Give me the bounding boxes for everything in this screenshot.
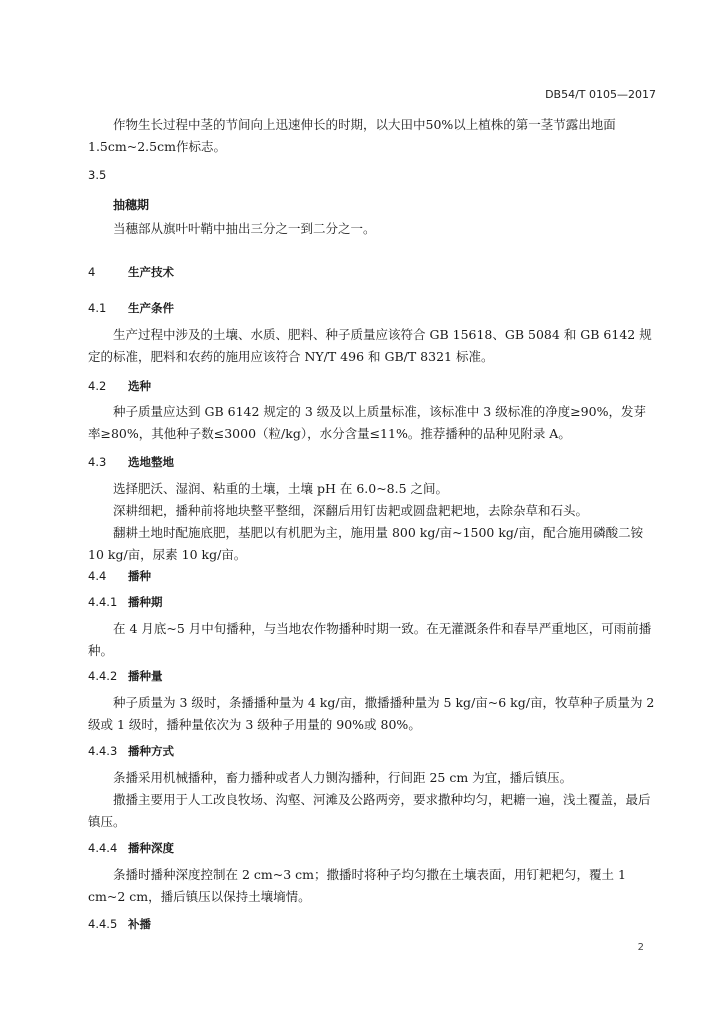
section-title: 播种深度: [128, 841, 174, 855]
term-heading-heading-stage: 抽穗期: [113, 198, 150, 212]
paragraph-sowing-method: [88, 767, 656, 833]
section-number: 4.4.2: [88, 669, 118, 683]
paragraph-jointing-stage-cont: [88, 114, 656, 158]
section-number: 4.3: [88, 455, 107, 469]
section-heading-4-4-2: [88, 668, 656, 684]
paragraph-text: 种子质量为 3 级时，条播播种量为 4 kg/亩，撒播播种量为 5 kg/亩~6 kg/亩，牧草种子质量为 2 级或 1 级时，播种量依次为 3 级种子用量的 90%或 80%。: [88, 695, 655, 732]
paragraph-text: 生产过程中涉及的土壤、水质、肥料、种子质量应该符合 GB 15618、GB 5084 和 GB 6142 规定的标准，肥料和农药的施用应该符合 NY/T 496 和 GB/T 8321 标准。: [88, 327, 652, 364]
paragraph-sowing-depth: [88, 864, 656, 908]
section-title: 生产技术: [128, 265, 174, 279]
paragraph-text: 条播采用机械播种，畜力播种或者人力铡沟播种，行间距 25 cm 为宜，播后镇压。: [113, 770, 573, 785]
paragraph-text: 选择肥沃、湿润、粘重的土壤，土壤 pH 在 6.0~8.5 之间。: [113, 481, 449, 496]
paragraph-site-selection: [88, 478, 656, 566]
section-number: 4.4.1: [88, 595, 118, 609]
clause-number-3-5: 3.5: [88, 168, 107, 182]
section-heading-4-4-3: [88, 743, 656, 759]
definition-heading-stage: [88, 218, 656, 240]
section-number: 4.4.4: [88, 841, 118, 855]
section-heading-4-4: [88, 568, 656, 584]
section-number: 4.4.5: [88, 917, 118, 931]
paragraph-text: 作物生长过程中茎的节间向上迅速伸长的时期，以大田中50%以上植株的第一茎节露出地面1.5cm~2.5cm作标志。: [88, 117, 616, 154]
paragraph-text: 深耕细耙，播种前将地块整平整细，深翻后用钉齿耙或圆盘耙耙地，去除杂草和石头。: [113, 503, 589, 518]
section-title: 选种: [128, 379, 151, 393]
section-heading-4-1: [88, 300, 656, 316]
standard-code-header: DB54/T 0105—2017: [545, 88, 656, 101]
paragraph-sowing-rate: [88, 692, 656, 736]
paragraph-sowing-period: [88, 618, 656, 662]
section-heading-4-4-5: [88, 916, 656, 932]
section-heading-4-4-4: [88, 840, 656, 856]
section-title: 播种: [128, 569, 151, 583]
page-number: 2: [637, 942, 644, 953]
paragraph-text: 当穗部从旗叶叶鞘中抽出三分之一到二分之一。: [113, 221, 376, 236]
section-title: 播种方式: [128, 744, 174, 758]
paragraph-text: 种子质量应达到 GB 6142 规定的 3 级及以上质量标准，该标准中 3 级标准的净度≥90%，发芽率≥80%，其他种子数≤3000（粒/kg），水分含量≤11%。推荐播种的品种见附录 A。: [88, 404, 646, 441]
paragraph-text: 撒播主要用于人工改良牧场、沟壑、河滩及公路两旁，要求撒种均匀，耙耱一遍，浅土覆盖，最后镇压。: [88, 792, 651, 829]
paragraph-seed-selection: [88, 401, 656, 445]
section-number: 4.2: [88, 379, 107, 393]
section-title: 播种期: [128, 595, 163, 609]
paragraph-text: 条播时播种深度控制在 2 cm~3 cm；撒播时将种子均匀撒在土壤表面，用钉耙耙匀，覆土 1 cm~2 cm，播后镇压以保持土壤墒情。: [88, 867, 626, 904]
section-heading-4: [88, 264, 656, 280]
section-title: 生产条件: [128, 301, 174, 315]
section-heading-4-4-1: [88, 594, 656, 610]
section-heading-4-3: [88, 454, 656, 470]
section-number: 4: [88, 265, 96, 279]
section-number: 4.4: [88, 569, 107, 583]
section-heading-4-2: [88, 378, 656, 394]
section-title: 补播: [128, 917, 151, 931]
paragraph-production-conditions: [88, 324, 656, 368]
paragraph-text: 翻耕土地时配施底肥，基肥以有机肥为主，施用量 800 kg/亩~1500 kg/亩，配合施用磷酸二铵 10 kg/亩，尿素 10 kg/亩。: [88, 525, 644, 562]
paragraph-text: 在 4 月底~5 月中旬播种，与当地农作物播种时期一致。在无灌溉条件和春旱严重地区，可雨前播种。: [88, 621, 652, 658]
section-title: 选地整地: [128, 455, 174, 469]
section-number: 4.1: [88, 301, 107, 315]
section-title: 播种量: [128, 669, 163, 683]
section-number: 4.4.3: [88, 744, 118, 758]
